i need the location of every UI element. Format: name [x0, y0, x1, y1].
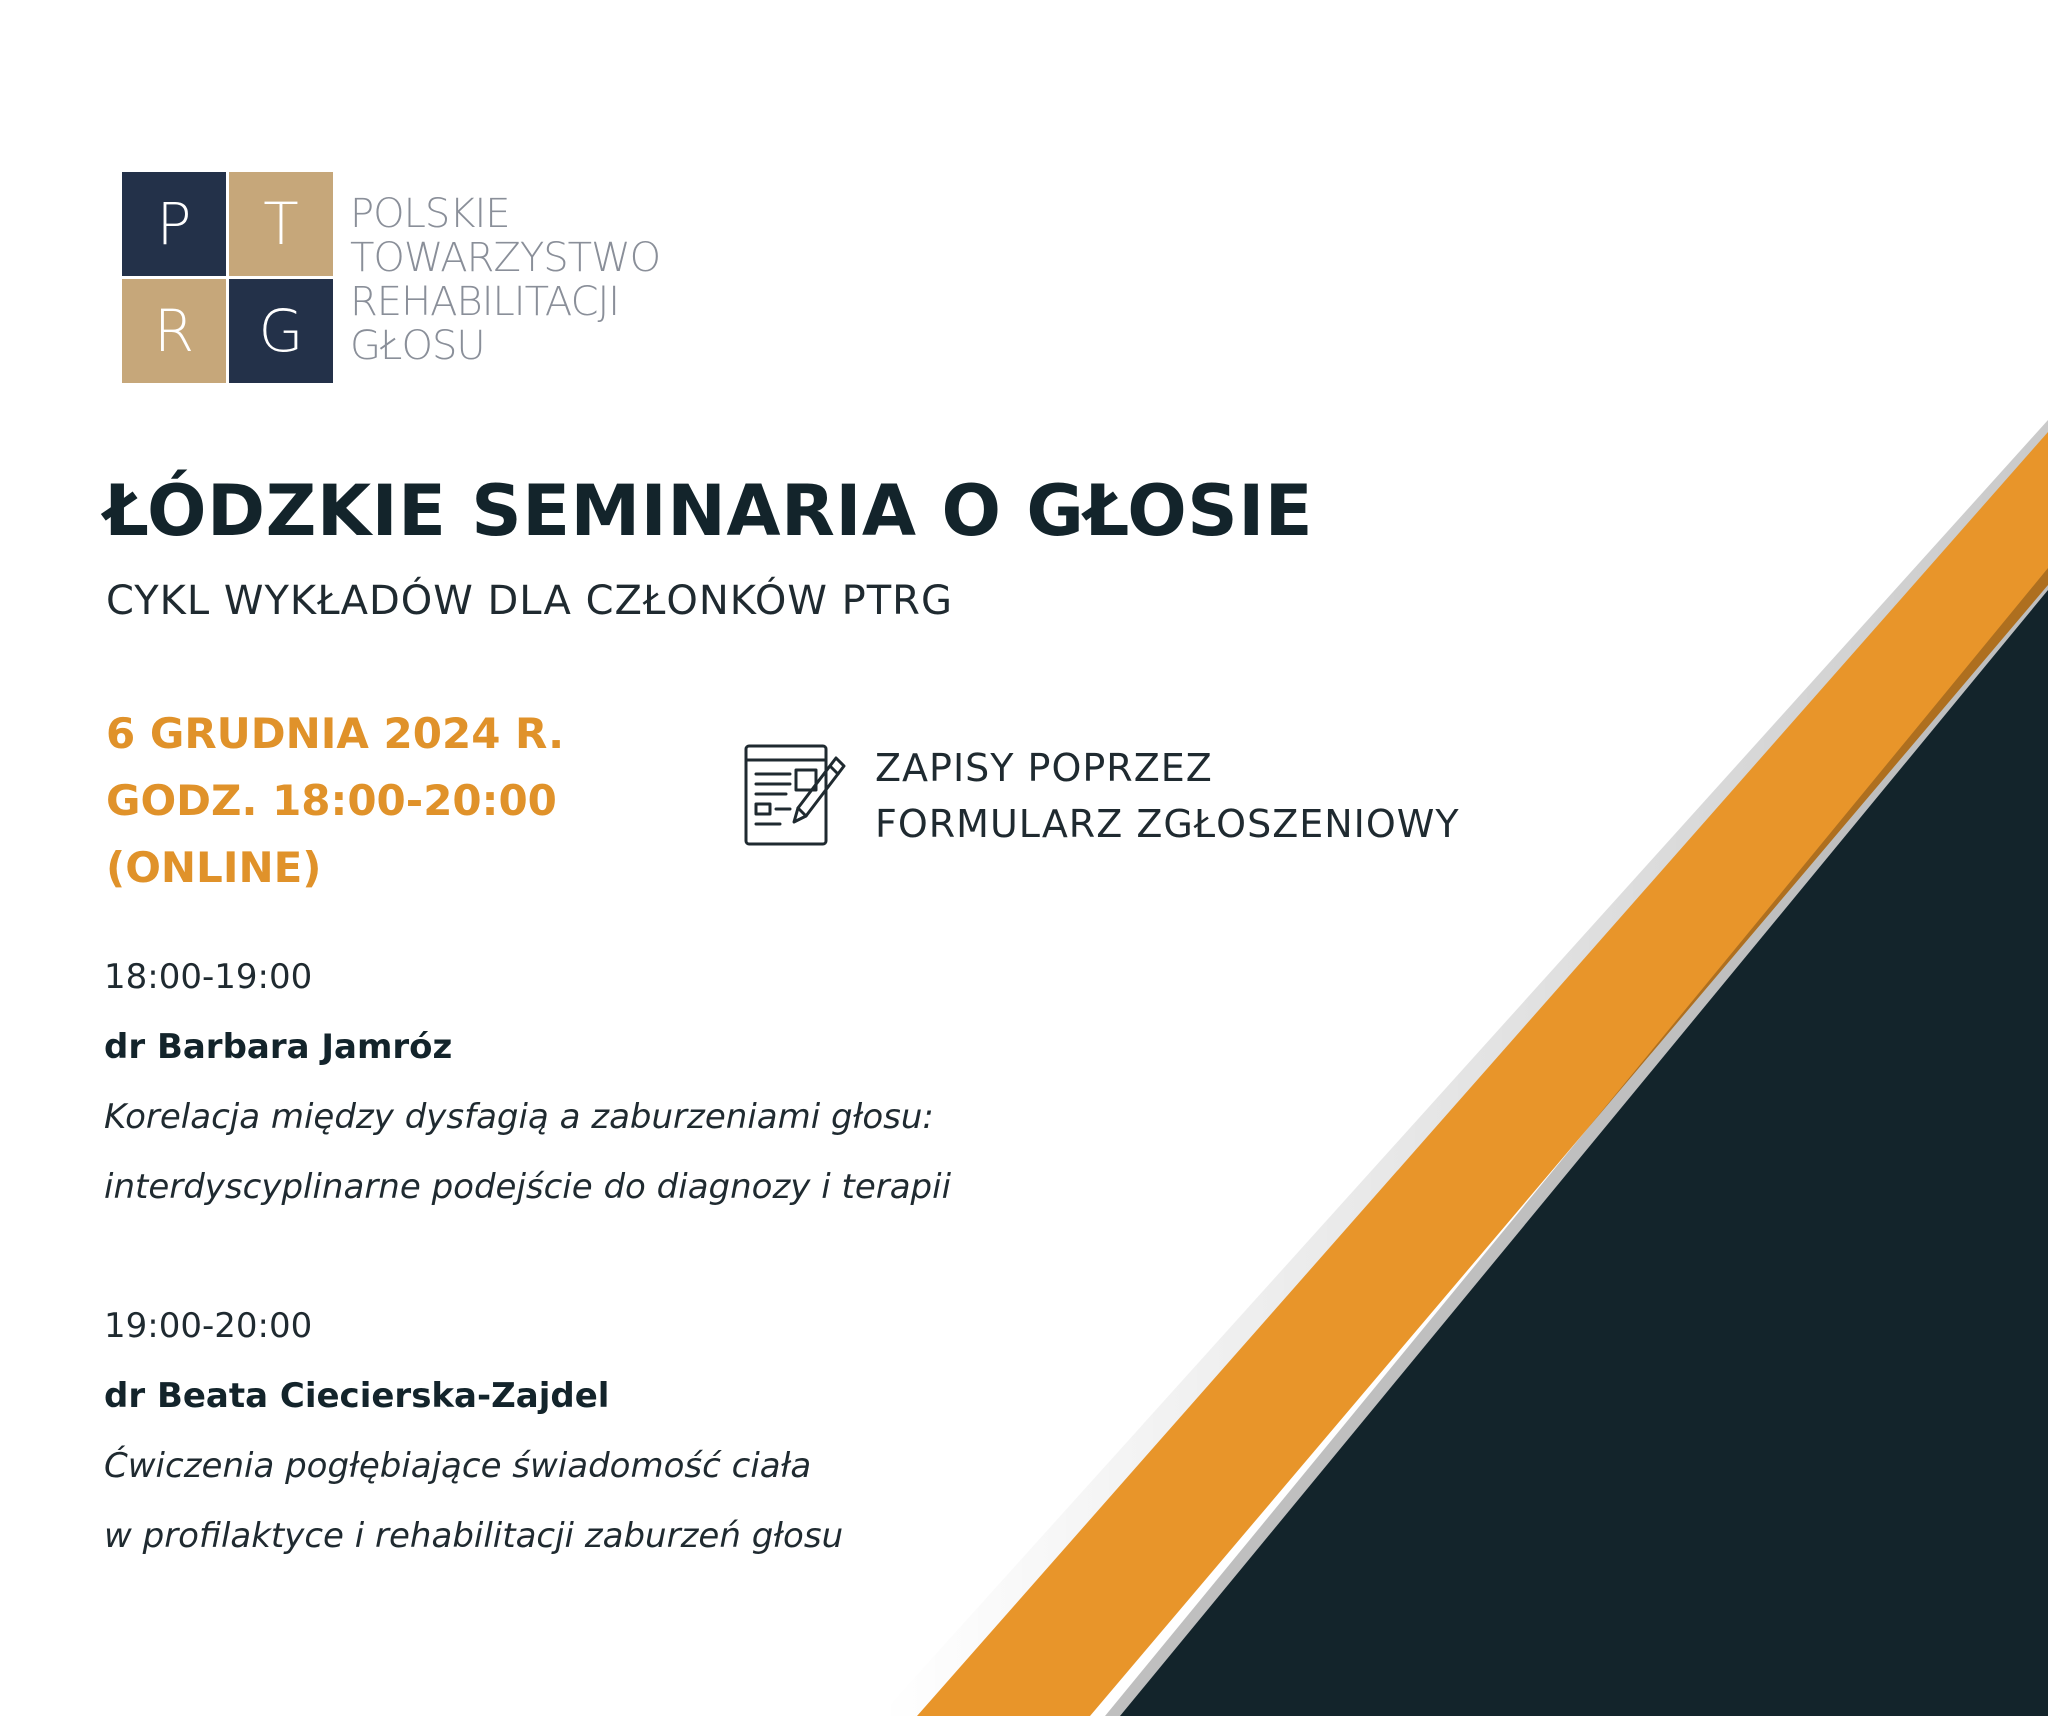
lecture-speaker: dr Barbara Jamróz	[104, 1027, 453, 1067]
event-time: GODZ. 18:00-20:00	[106, 776, 557, 825]
logo-tile-p: P	[122, 172, 226, 276]
page-title: ŁÓDZKIE SEMINARIA O GŁOSIE	[104, 470, 1314, 552]
page-subtitle: CYKL WYKŁADÓW DLA CZŁONKÓW PTRG	[106, 578, 953, 624]
lecture-item	[104, 1301, 843, 1581]
logo-word: POLSKIE	[350, 191, 510, 237]
event-date-block	[106, 700, 564, 901]
event-mode: (ONLINE)	[106, 843, 322, 892]
logo-wordmark	[350, 192, 660, 368]
lecture-topic-line: Ćwiczenia pogłębiające świadomość ciała	[104, 1446, 812, 1486]
registration-line-1: ZAPISY POPRZEZ	[875, 746, 1213, 790]
lecture-topic-line: Korelacja między dysfagią a zaburzeniami głosu:	[104, 1097, 934, 1137]
form-pencil-icon	[740, 740, 850, 850]
ptrg-logo	[120, 170, 680, 385]
lecture-speaker: dr Beata Ciecierska-Zajdel	[104, 1376, 610, 1416]
registration-line-2: FORMULARZ ZGŁOSZENIOWY	[875, 802, 1460, 846]
logo-word: TOWARZYSTWO	[350, 235, 661, 281]
logo-tile-g: G	[229, 279, 333, 383]
logo-word: REHABILITACJI	[350, 279, 620, 325]
logo-word: GŁOSU	[350, 323, 485, 369]
logo-tile-t: T	[229, 172, 333, 276]
lecture-topic-line: interdyscyplinarne podejście do diagnozy i terapii	[104, 1167, 952, 1207]
lecture-topic-line: w profilaktyce i rehabilitacji zaburzeń głosu	[104, 1516, 844, 1556]
lecture-item	[104, 952, 951, 1232]
lecture-time: 18:00-19:00	[104, 957, 313, 997]
logo-tile-r: R	[122, 279, 226, 383]
lecture-time: 19:00-20:00	[104, 1306, 313, 1346]
event-date: 6 GRUDNIA 2024 R.	[106, 709, 565, 758]
registration-info	[875, 740, 1460, 852]
